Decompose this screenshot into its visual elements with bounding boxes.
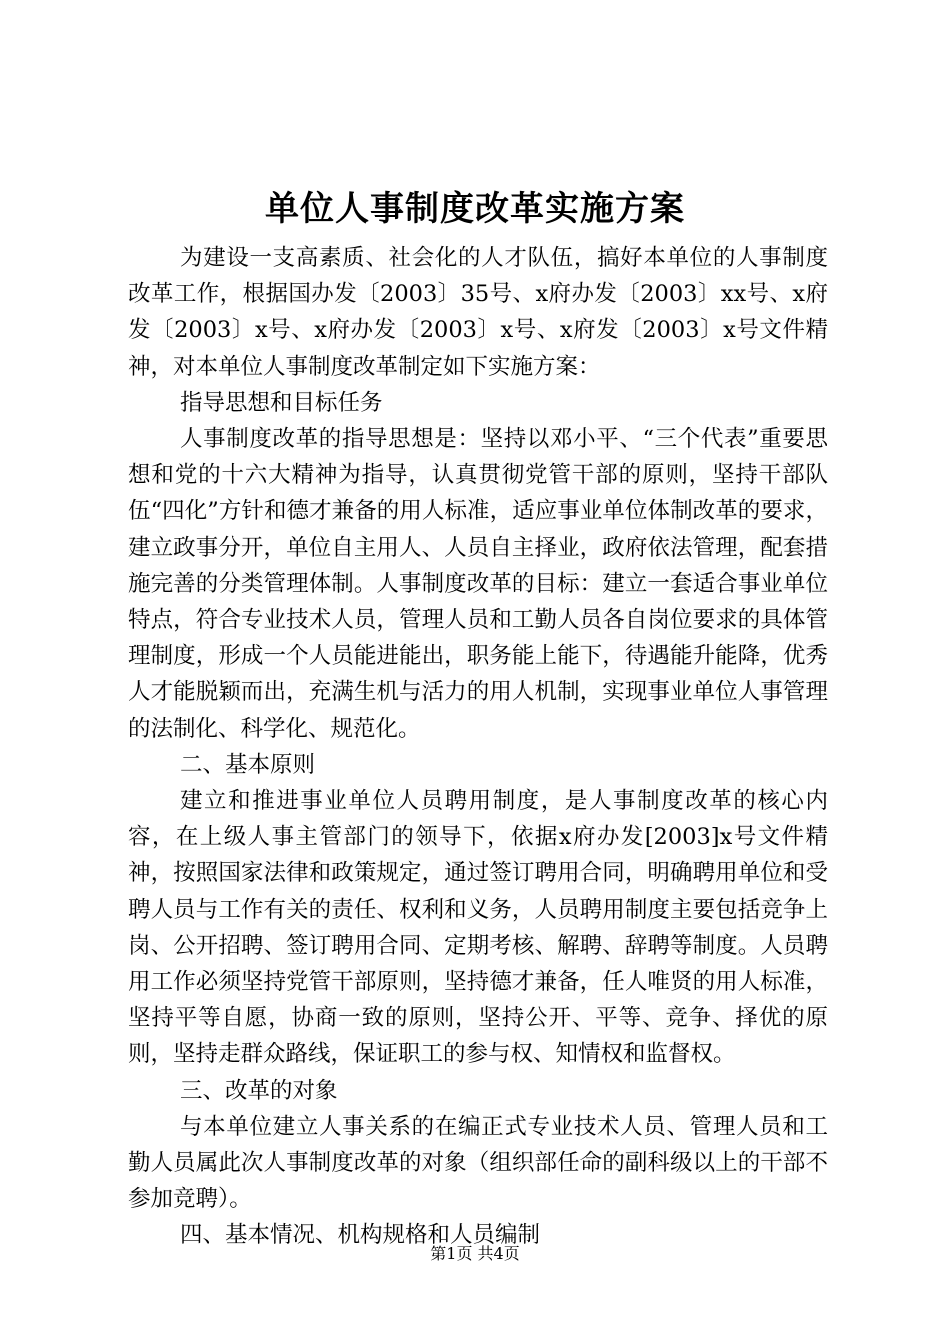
- intro-paragraph: 为建设一支高素质、社会化的人才队伍，搞好本单位的人事制度改革工作，根据国办发〔2003〕35号、x府办发〔2003〕xx号、x府发〔2003〕x号、x府办发〔2003〕x号、x府发〔2003〕x号文件精神，对本单位人事制度改革制定如下实施方案：: [128, 245, 828, 380]
- section-heading-reform-targets: 三、改革的对象: [180, 1077, 338, 1104]
- basic-principles-paragraph: 建立和推进事业单位人员聘用制度，是人事制度改革的核心内容，在上级人事主管部门的领导下，依据x府办发[2003]x号文件精神，按照国家法律和政策规定，通过签订聘用合同，明确聘用单位和受聘人员与工作有关的责任、权利和义务，人员聘用制度主要包括竞争上岗、公开招聘、签订聘用合同、定期考核、解聘、辞聘等制度。人员聘用工作必须坚持党管干部原则，坚持德才兼备，任人唯贤的用人标准，坚持平等自愿，协商一致的原则，坚持公开、平等、竞争、择优的原则，坚持走群众路线，保证职工的参与权、知情权和监督权。: [128, 788, 828, 1068]
- section-heading-guiding-ideology: 指导思想和目标任务: [180, 389, 383, 416]
- page-footer: 第1页 共4页: [430, 1244, 520, 1263]
- section-heading-basic-situation: 四、基本情况、机构规格和人员编制: [180, 1222, 541, 1249]
- guiding-ideology-paragraph: 人事制度改革的指导思想是：坚持以邓小平、“三个代表”重要思想和党的十六大精神为指导，认真贯彻党管干部的原则，坚持干部队伍“四化”方针和德才兼备的用人标准，适应事业单位体制改革的要求，建立政事分开，单位自主用人、人员自主择业，政府依法管理，配套措施完善的分类管理体制。人事制度改革的目标：建立一套适合事业单位特点，符合专业技术人员，管理人员和工勤人员各自岗位要求的具体管理制度，形成一个人员能进能出，职务能上能下，待遇能升能降，优秀人才能脱颖而出，充满生机与活力的用人机制，实现事业单位人事管理的法制化、科学化、规范化。: [128, 426, 828, 742]
- document-body: [128, 240, 828, 1254]
- reform-targets-paragraph: 与本单位建立人事关系的在编正式专业技术人员、管理人员和工勤人员属此次人事制度改革的对象（组织部任命的副科级以上的干部不参加竞聘）。: [128, 1113, 828, 1213]
- section-heading-basic-principles: 二、基本原则: [180, 751, 316, 778]
- document-title: 单位人事制度改革实施方案: [265, 189, 685, 229]
